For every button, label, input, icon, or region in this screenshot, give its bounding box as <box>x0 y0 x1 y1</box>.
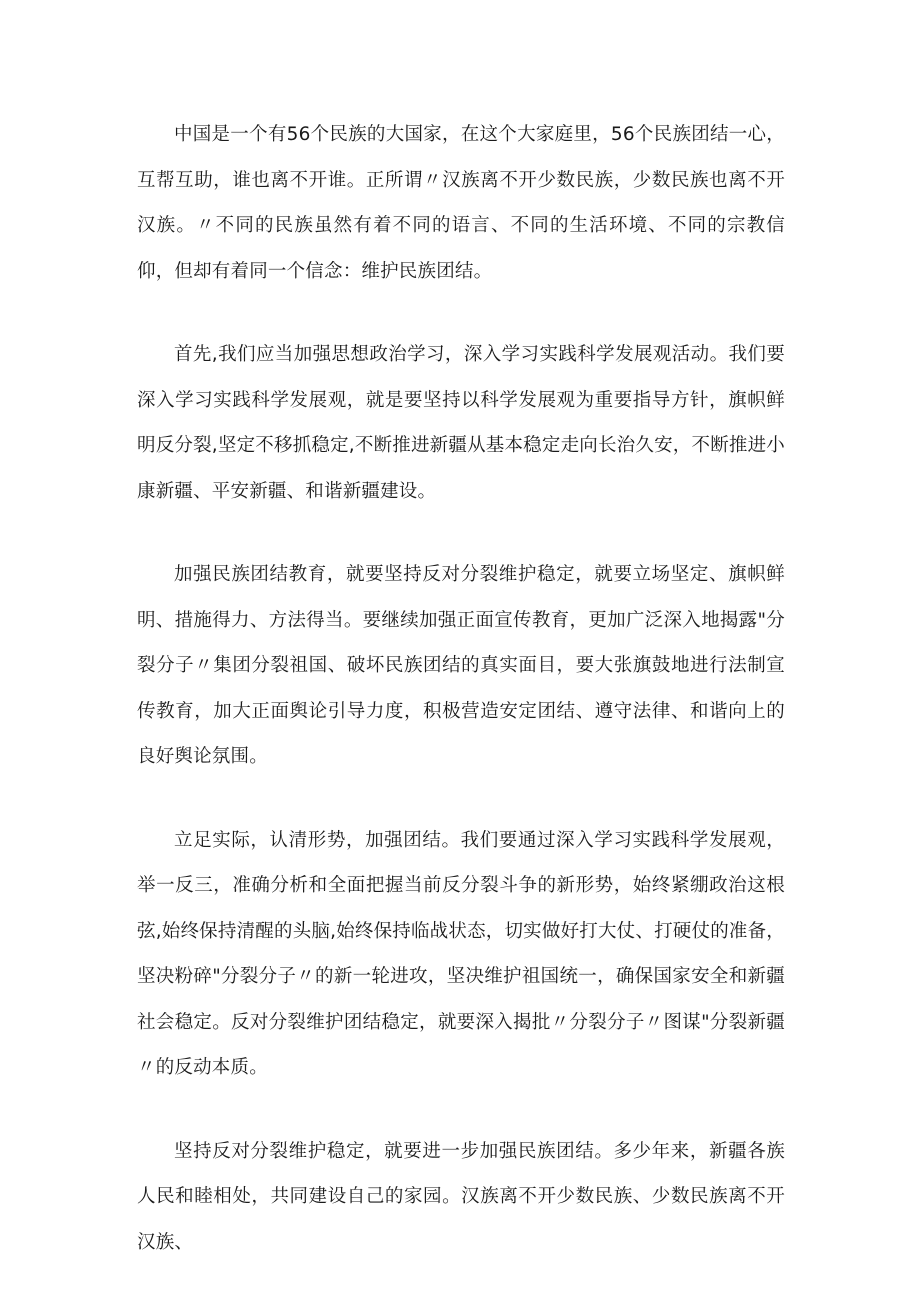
paragraph-4: 立足实际，认清形势，加强团结。我们要通过深入学习实践科学发展观，举一反三，准确分析和全面把握当前反分裂斗争的新形势，始终紧绷政治这根弦,始终保持清醒的头脑,始终保持临战状态，切实做好打大仗、打硬仗的准备，坚决粉碎"分裂分子〃的新一轮进攻，坚决维护祖国统一，确保国家安全和新疆社会稳定。反对分裂维护团结稳定，就要深入揭批〃分裂分子〃图谋"分裂新疆〃的反动本质。 <box>137 829 785 1078</box>
paragraph-2: 首先,我们应当加强思想政治学习，深入学习实践科学发展观活动。我们要深入学习实践科学发展观，就是要坚持以科学发展观为重要指导方针，旗帜鲜明反分裂,坚定不移抓稳定,不断推进新疆从基本稳定走向长治久安，不断推进小康新疆、平安新疆、和谐新疆建设。 <box>137 344 785 502</box>
document-body <box>137 112 785 1303</box>
paragraph-5: 坚持反对分裂维护稳定，就要进一步加强民族团结。多少年来，新疆各族人民和睦相处，共同建设自己的家园。汉族离不开少数民族、少数民族离不开汉族、 <box>137 1140 785 1253</box>
paragraph-3: 加强民族团结教育，就要坚持反对分裂维护稳定，就要立场坚定、旗帜鲜明、措施得力、方法得当。要继续加强正面宣传教育，更加广泛深入地揭露"分裂分子〃集团分裂祖国、破坏民族团结的真实面目，要大张旗鼓地进行法制宣传教育，加大正面舆论引导力度，积极营造安定团结、遵守法律、和谐向上的良好舆论氛围。 <box>137 564 785 767</box>
paragraph-1: 中国是一个有56个民族的大国家，在这个大家庭里，56个民族团结一心，互帮互助，谁也离不开谁。正所谓〃汉族离不开少数民族，少数民族也离不开汉族。〃不同的民族虽然有着不同的语言、不同的生活环境、不同的宗教信仰，但却有着同一个信念：维护民族团结。 <box>137 124 785 282</box>
